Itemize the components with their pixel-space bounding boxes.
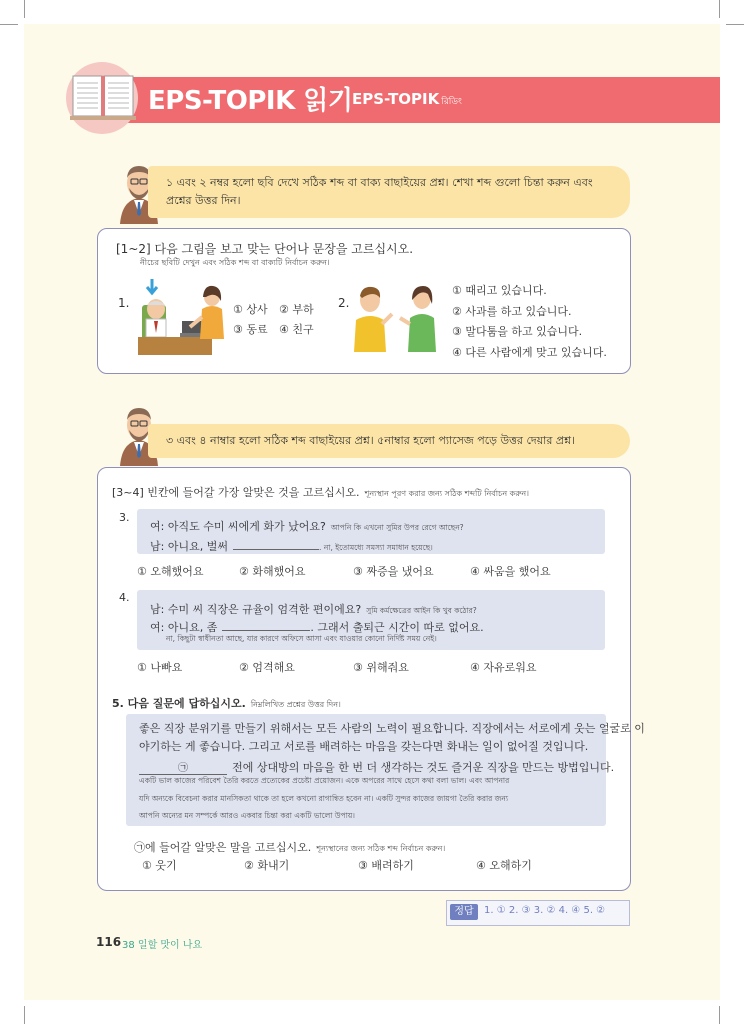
crop-mark <box>719 1006 720 1024</box>
q4-option-4[interactable]: ④ 자유로워요 <box>470 661 537 674</box>
q3-option-3[interactable]: ③ 짜증을 냈어요 <box>353 565 434 578</box>
box1-title: [1~2] 다음 그림을 보고 맞는 단어나 문장을 고르십시오. <box>116 242 414 256</box>
chapter-title: 38 일할 맛이 나요 <box>122 940 203 951</box>
box2-title: [3~4] 빈칸에 들어갈 가장 알맞은 것을 고르십시오. শূন্যস্থান পূরণ করার জন্য সঠিক শব্দটি নির্বাচন করুন। <box>112 486 530 499</box>
q3-line-2: 남: 아니요, 벌써 . না, ইতোমধ্যে সমস্যা সমাধান হয়েছে। <box>150 540 433 553</box>
passage-line-2: 야기하는 게 좋습니다. 그리고 서로를 배려하는 마음을 갖는다면 화내는 일이 없어질 것입니다. <box>139 740 589 753</box>
crop-mark <box>24 1006 25 1024</box>
crop-mark <box>719 0 720 18</box>
q4-blank <box>222 630 310 631</box>
q4-number: 4. <box>119 591 130 604</box>
instruction-text: ৩ এবং ৪ নাম্বার হলো সঠিক শব্দ বাছাইয়ের প্রশ্ন। ৫নাম্বার হলো প্যাসেজ পড়ে উত্তর দেয়ার প্রশ্ন। <box>166 434 575 447</box>
q2-option-1[interactable]: ① 때리고 있습니다. <box>452 284 547 297</box>
page-title: EPS-TOPIK 읽기 <box>148 86 353 116</box>
page-number: 116 <box>96 935 122 949</box>
instruction-text: ১ এবং ২ নম্বর হলো ছবি দেখে সঠিক শব্দ বা বাক্য বাছাইয়ের প্রশ্ন। শেখা শব্দ গুলো চিন্তা করুন এবং প্রশ্নের উত্তর দিন। <box>166 176 593 207</box>
q1-number: 1. <box>118 296 130 310</box>
answer-key: 1. ① 2. ③ 3. ② 4. ④ 5. ② <box>484 905 606 916</box>
q3-number: 3. <box>119 511 130 524</box>
instruction-bar-2 <box>148 424 630 458</box>
passage-bn-1: একটি ভাল কাজের পরিবেশ তৈরি করতে প্রত্যেকের প্রচেষ্টা প্রয়োজন। একে অপরের সাথে হেসে কথা বলা ভাল। এবং আপনার <box>139 776 510 785</box>
q1-option-4[interactable]: ④ 친구 <box>279 323 314 336</box>
page-subtitle: EPS-TOPIK রিডিং <box>352 90 462 108</box>
q4-line-1: 남: 수미 씨 직장은 규율이 엄격한 편이에요? সুমি কর্মক্ষেত্রের আইন কি খুব কঠোর? <box>150 603 477 616</box>
q5-title: 5. 다음 질문에 답하십시오. নিম্নলিখিত প্রশ্নের উত্তর দিন। <box>112 697 341 710</box>
passage-line-1: 좋은 직장 분위기를 만들기 위해서는 모든 사람의 노력이 필요합니다. 직장에서는 서로에게 웃는 얼굴로 이 <box>139 722 645 735</box>
q3-blank <box>233 549 319 550</box>
q3-option-4[interactable]: ④ 싸움을 했어요 <box>470 565 551 578</box>
q5-option-4[interactable]: ④ 오해하기 <box>476 859 532 872</box>
q5-question: ㉠에 들어갈 알맞은 말을 고르십시오. শূন্যস্থানের জন্য সঠিক শব্দ নির্বাচন করুন। <box>134 841 446 854</box>
q2-option-2[interactable]: ② 사과를 하고 있습니다. <box>452 305 572 318</box>
instruction-bar-1 <box>148 166 630 218</box>
crop-mark <box>726 24 744 25</box>
q3-line-1: 여: 아직도 수미 씨에게 화가 났어요? আপনি কি এখনো সুমির উপর রেগে আছেন? <box>150 520 464 533</box>
passage-bn-3: আপনি অন্যের মন সম্পর্কে আরও একবার চিন্তা করা একটি ভালো উপায়। <box>139 811 355 820</box>
passage-bn-2: যদি অন্যকে বিবেচনা করার মানসিকতা থাকে তা হলে কখনো রাগান্বিত হবেন না। একটি সুন্দর কাজের জায়গা তৈরি করার জন্য <box>139 794 509 803</box>
q2-option-4[interactable]: ④ 다른 사람에게 맞고 있습니다. <box>452 346 607 359</box>
passage-line-3: ㉠ 전에 상대방의 마음을 한 번 더 생각하는 것도 즐거운 직장을 만드는 방법입니다. <box>139 756 614 775</box>
q4-option-2[interactable]: ② 엄격해요 <box>239 661 295 674</box>
q5-option-3[interactable]: ③ 배려하기 <box>358 859 414 872</box>
q1-option-3[interactable]: ③ 동료 <box>233 323 268 336</box>
q4-line-3: না, কিছুটা স্বাধীনতা আছে, যার কারণে অফিসে আসা এবং যাওয়ার কোনো নির্দিষ্ট সময় নেই। <box>166 634 437 643</box>
office-illustration <box>136 275 228 359</box>
q3-option-2[interactable]: ② 화해했어요 <box>239 565 306 578</box>
crop-mark <box>24 0 25 18</box>
open-book-icon <box>70 72 136 122</box>
q4-line-2: 여: 아니요, 좀 . 그래서 출퇴근 시간이 따로 없어요. <box>150 621 484 634</box>
argument-illustration <box>352 284 444 352</box>
q2-option-3[interactable]: ③ 말다툼을 하고 있습니다. <box>452 325 583 338</box>
q4-option-3[interactable]: ③ 위해줘요 <box>353 661 409 674</box>
q2-number: 2. <box>338 296 350 310</box>
q1-option-1[interactable]: ① 상사 <box>233 303 268 316</box>
q5-option-2[interactable]: ② 화내기 <box>244 859 290 872</box>
passage-blank: ㉠ <box>139 759 227 775</box>
answer-label: 정답 <box>450 904 478 920</box>
q5-option-1[interactable]: ① 웃기 <box>142 859 177 872</box>
q1-option-2[interactable]: ② 부하 <box>279 303 314 316</box>
q4-option-1[interactable]: ① 나빠요 <box>137 661 183 674</box>
q3-option-1[interactable]: ① 오해했어요 <box>137 565 204 578</box>
box1-subtitle: নীচের ছবিটি দেখুন এবং সঠিক শব্দ বা বাক্যটি নির্বাচন করুন। <box>140 258 330 267</box>
crop-mark <box>0 24 18 25</box>
